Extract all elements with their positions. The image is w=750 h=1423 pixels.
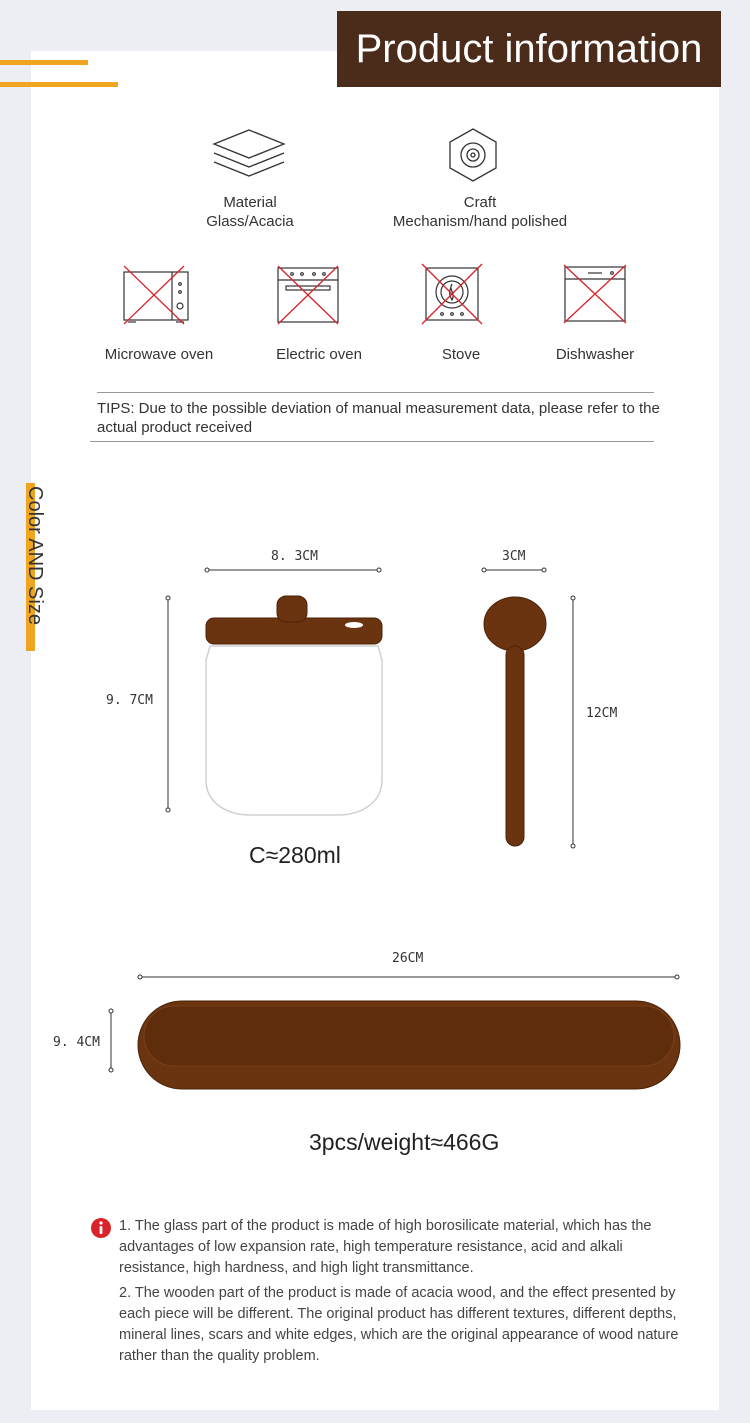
note-glass: 1. The glass part of the product is made of high borosilicate material, which has the advantages of low expansion rate, high temperature resistance, acid and alkali resistance, high hardness, and high light transmittance. [119, 1218, 652, 1276]
tray-length-label: 26CM [392, 951, 424, 966]
tips-divider-bottom [90, 441, 654, 442]
section-label: Color AND Size [24, 486, 46, 625]
appliance-label-stove: Stove [441, 346, 481, 363]
microwave-crossed-icon [122, 264, 190, 326]
craft-value: Mechanism/hand polished [392, 213, 568, 230]
electric-oven-crossed-icon [276, 264, 340, 326]
spoon-width-label: 3CM [502, 549, 526, 564]
info-warning-icon [90, 1217, 112, 1239]
material-label: Material [223, 194, 277, 211]
tips-text: TIPS: Due to the possible deviation of manual measurement data, please refer to the actual product received [97, 400, 660, 436]
accent-line-top [0, 60, 88, 65]
capacity-text: C≈280ml [249, 842, 341, 868]
jar-diagram [150, 560, 400, 820]
accent-line-bottom [0, 82, 118, 87]
hexagon-craft-icon [447, 127, 499, 183]
set-weight-text: 3pcs/weight≈466G [309, 1129, 500, 1155]
tips-divider-top [97, 392, 654, 393]
jar-width-label: 8. 3CM [271, 549, 318, 564]
tray-width-label: 9. 4CM [53, 1035, 100, 1050]
note-wood: 2. The wooden part of the product is made of acacia wood, and the effect presented by each piece will be different. The original product has different textures, different depths, mineral lines, scars and white edges, which are the original appearance of wood nature rather than the quality problem. [119, 1285, 679, 1364]
spoon-height-label: 12CM [586, 706, 618, 721]
stove-crossed-icon [420, 262, 484, 326]
material-value: Glass/Acacia [206, 213, 294, 230]
appliance-label-dishwasher: Dishwasher [555, 346, 635, 363]
tray-diagram [100, 960, 690, 1095]
dishwasher-crossed-icon [562, 263, 628, 325]
appliance-label-electric-oven: Electric oven [276, 346, 362, 363]
page-title: Product information [337, 11, 721, 87]
spoon-diagram [470, 560, 590, 860]
craft-label: Craft [463, 194, 497, 211]
appliance-label-microwave: Microwave oven [104, 346, 214, 363]
product-notes [119, 1216, 694, 1371]
jar-height-label: 9. 7CM [106, 693, 153, 708]
layers-icon [212, 128, 286, 182]
